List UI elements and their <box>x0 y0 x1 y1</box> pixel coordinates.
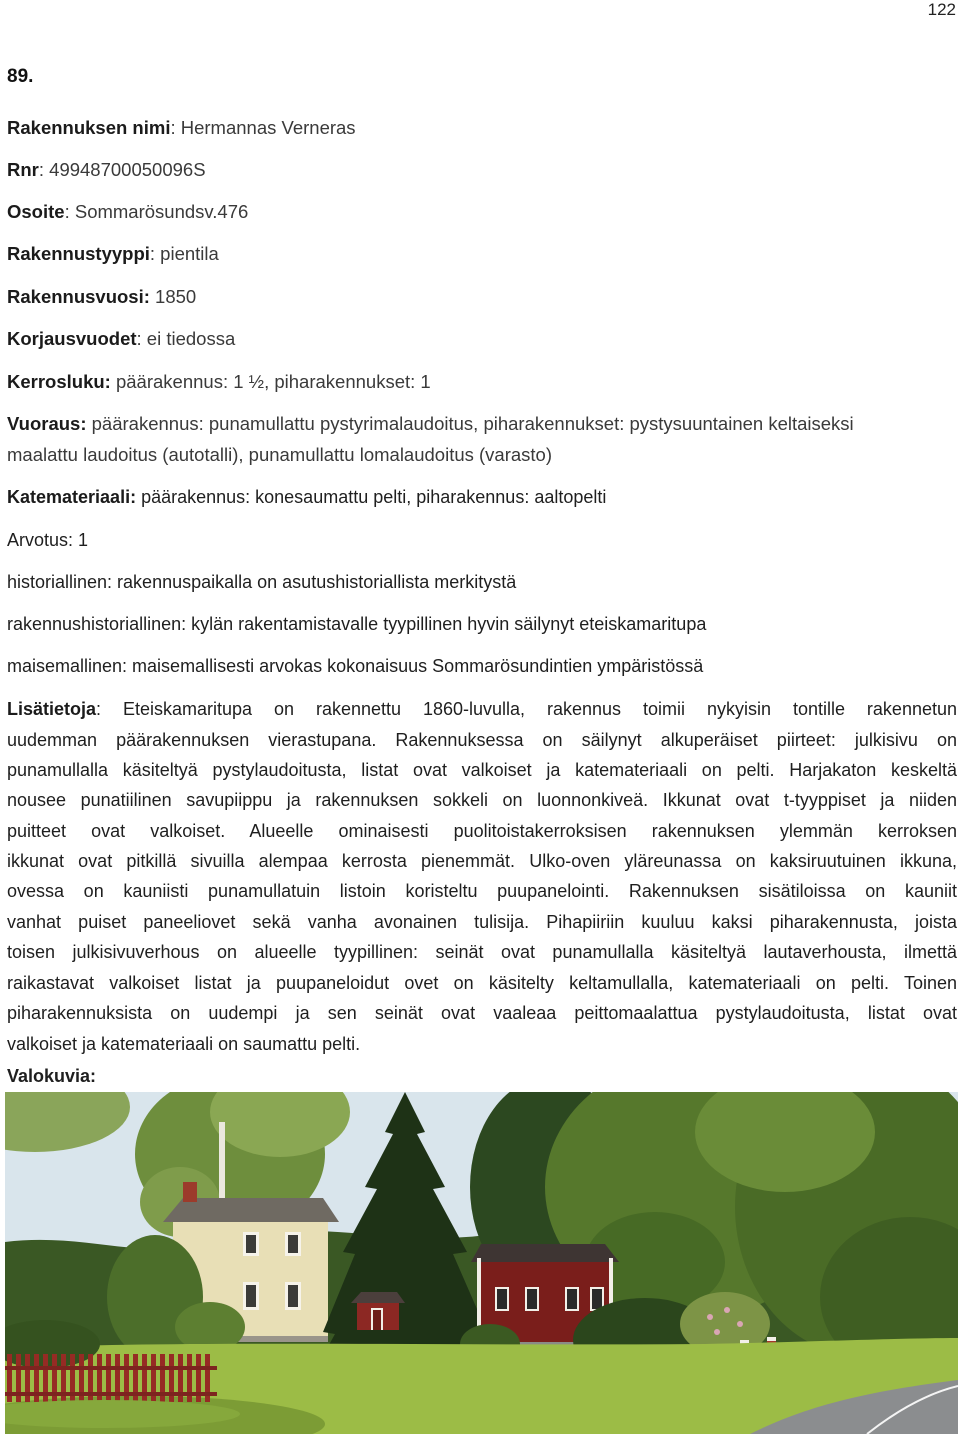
additional-info-line: ovessa on kauniisti punamullatuin listoin koristeltu puupanelointi. Rakennuksen sisätiloissa on kauniit <box>7 881 957 901</box>
cladding-continuation <box>7 443 552 467</box>
field-label: Rnr <box>7 159 39 180</box>
landscape-value-line: maisemallinen: maisemallisesti arvokas kokonaisuus Sommarösundintien ympäristössä <box>7 656 704 676</box>
additional-info-line: puitteet ovat valkoiset. Alueelle ominaisesti puolitoistakerroksisen rakennuksen ylemmän kerroksen <box>7 821 957 841</box>
field-label: Rakennusvuosi: <box>7 286 150 307</box>
additional-info-line: toisen julkisivuverhous on alueelle tyypillinen: seinät ovat punamullalla käsiteltyä lautaverhousta, ilmettä <box>7 942 957 962</box>
additional-info-label: Lisätietoja <box>7 699 97 719</box>
field-label: Rakennuksen nimi <box>7 117 171 138</box>
field-label: Vuoraus: <box>7 413 87 434</box>
additional-info-line <box>7 697 957 721</box>
additional-info-text: : Eteiskamaritupa on rakennettu 1860-luvulla, rakennus toimii nykyisin tontille rakennetun <box>96 699 957 719</box>
field-label: Korjausvuodet <box>7 328 137 349</box>
additional-info-line: vanhat puiset paneeliovet sekä vanha avonainen tulisija. Pihapiiriin kuuluu kaksi piharakennusta, joista <box>7 912 957 932</box>
field-value: 1850 <box>149 286 197 307</box>
photos-heading: Valokuvia: <box>7 1066 97 1086</box>
rnr-row <box>7 158 206 182</box>
architectural-value-line: rakennushistoriallinen: kylän rakentamistavalle tyypillinen hyvin säilynyt eteiskamaritupa <box>7 614 707 634</box>
page-number: 122 <box>927 0 956 19</box>
field-value: : pientila <box>149 243 219 264</box>
field-label: Rakennustyyppi <box>7 243 150 264</box>
floors-row <box>7 370 431 394</box>
fence-rail <box>5 1392 217 1396</box>
field-label: Osoite <box>7 201 65 222</box>
cladding-row <box>7 412 854 436</box>
field-value: : ei tiedossa <box>136 328 236 349</box>
rating-row: Arvotus: 1 <box>7 530 89 550</box>
field-label: Katemateriaali: <box>7 487 137 507</box>
field-value: maalattu laudoitus (autotalli), punamullattu lomalaudoitus (varasto) <box>7 444 553 465</box>
fence-rail <box>5 1366 217 1370</box>
additional-info-line: valkoiset ja katemateriaali on saumattu pelti. <box>7 1034 361 1054</box>
red-shed <box>351 1292 405 1330</box>
field-value: päärakennus: punamullattu pystyrimalaudoitus, piharakennukset: pystysuuntainen keltaiseksi <box>86 413 854 434</box>
historical-value-line: historiallinen: rakennuspaikalla on asutushistoriallista merkitystä <box>7 572 517 592</box>
field-value: päärakennus: 1 ½, piharakennukset: 1 <box>110 371 431 392</box>
entry-number: 89. <box>7 66 34 87</box>
building-type-row <box>7 242 219 266</box>
field-value: : Sommarösundsv.476 <box>64 201 249 222</box>
additional-info-line: punamullalla käsiteltyä pystylaudoitusta, listat ovat valkoiset ja katemateriaali on pelti. Harjakaton keskeltä <box>7 760 957 780</box>
field-value: päärakennus: konesaumattu pelti, piharakennus: aaltopelti <box>136 487 607 507</box>
additional-info-line: uudemman päärakennuksen vierastupana. Rakennuksessa on säilynyt alkuperäiset piirteet: julkisivu on <box>7 730 957 750</box>
additional-info-line: raikastavat valkoiset listat ja puupaneloidut ovet on käsitelty keltamullalla, katemateriaali on pelti. Toinen <box>7 973 957 993</box>
building-photo <box>5 1092 958 1434</box>
field-value: : Hermannas Verneras <box>170 117 356 138</box>
building-name-row <box>7 116 356 140</box>
additional-info-line: ikkunat ovat pitkillä sivuilla alempaa kerrosta pienemmät. Ulko-oven yläreunassa on kaksiruutuinen ikkuna, <box>7 851 957 871</box>
additional-info-line: piharakennuksista on uudempi ja sen seinät ovat vaaleaa peittomaalattua pystylaudoitusta, listat ovat <box>7 1003 957 1023</box>
repair-years-row <box>7 327 235 351</box>
construction-year-row <box>7 285 196 309</box>
field-value: : 49948700050096S <box>38 159 206 180</box>
roofing-row <box>7 485 606 509</box>
field-label: Kerrosluku: <box>7 371 111 392</box>
address-row <box>7 200 248 224</box>
additional-info-line: nousee punatiilinen savupiippu ja rakennuksen sokkeli on luonnonkiveä. Ikkunat ovat t-tyyppiset ja niiden <box>7 790 957 810</box>
